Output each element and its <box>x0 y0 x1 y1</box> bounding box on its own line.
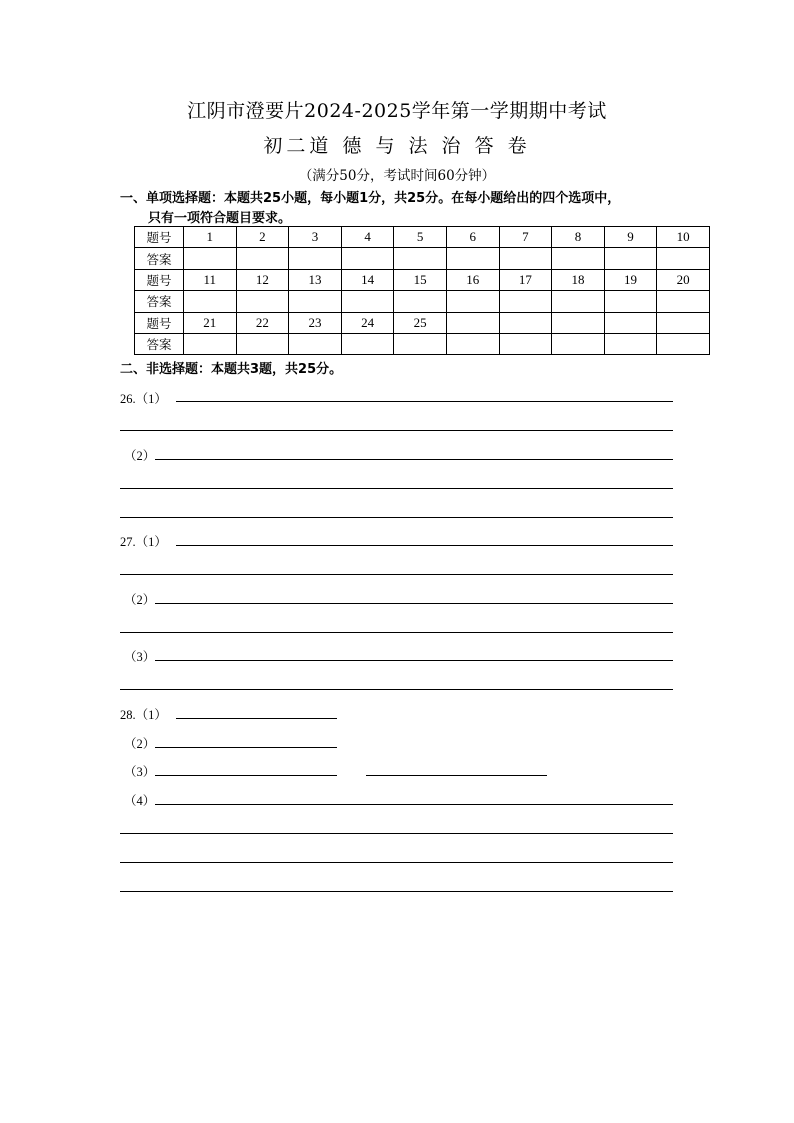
row-label-number: 题号 <box>135 269 184 290</box>
answer-line[interactable] <box>176 545 673 546</box>
answer-line[interactable] <box>120 862 673 863</box>
answer-cell[interactable] <box>236 333 289 354</box>
table-row <box>135 227 710 248</box>
answer-cell[interactable] <box>657 291 710 312</box>
answer-cell[interactable] <box>184 291 237 312</box>
empty-cell <box>446 312 499 333</box>
answer-cell[interactable] <box>446 291 499 312</box>
answer-line[interactable] <box>155 459 673 460</box>
score-info: （满分50分，考试时间60分钟） <box>298 168 496 184</box>
question-number: 21 <box>184 312 237 333</box>
answer-cell[interactable] <box>341 291 394 312</box>
question-number: 16 <box>446 269 499 290</box>
exam-title: 江阴市澄要片2024-2025学年第一学期期中考试 <box>187 100 607 122</box>
answer-line[interactable] <box>155 747 337 748</box>
question-number: 9 <box>604 227 657 248</box>
question-number: 14 <box>341 269 394 290</box>
question-number: 10 <box>657 227 710 248</box>
section1-heading-cont: 只有一项符合题目要求。 <box>148 211 292 226</box>
empty-cell <box>657 333 710 354</box>
empty-cell <box>657 312 710 333</box>
answer-cell[interactable] <box>394 333 447 354</box>
answer-table <box>134 226 710 355</box>
answer-line[interactable] <box>120 574 673 575</box>
empty-cell <box>499 333 552 354</box>
question-number: 17 <box>499 269 552 290</box>
answer-cell[interactable] <box>289 291 342 312</box>
empty-cell <box>552 312 605 333</box>
answer-line[interactable] <box>120 689 673 690</box>
q27-part3-label: （3） <box>124 650 156 664</box>
q28-part2-label: （2） <box>124 737 156 751</box>
q26-part1-label: 26.（1） <box>120 392 167 406</box>
answer-line[interactable] <box>176 718 337 719</box>
question-number: 3 <box>289 227 342 248</box>
answer-cell[interactable] <box>657 248 710 269</box>
answer-line[interactable] <box>120 517 673 518</box>
answer-cell[interactable] <box>184 248 237 269</box>
empty-cell <box>499 312 552 333</box>
row-label-number: 题号 <box>135 227 184 248</box>
q28-part1-label: 28.（1） <box>120 708 167 722</box>
answer-cell[interactable] <box>289 248 342 269</box>
answer-cell[interactable] <box>236 248 289 269</box>
answer-cell[interactable] <box>341 333 394 354</box>
answer-line[interactable] <box>120 632 673 633</box>
question-number: 19 <box>604 269 657 290</box>
question-number: 22 <box>236 312 289 333</box>
q26-part2-label: （2） <box>124 449 156 463</box>
q28-part3-label: （3） <box>124 765 156 779</box>
question-number: 2 <box>236 227 289 248</box>
answer-cell[interactable] <box>552 291 605 312</box>
question-number: 7 <box>499 227 552 248</box>
question-number: 11 <box>184 269 237 290</box>
question-number: 25 <box>394 312 447 333</box>
row-label-answer: 答案 <box>135 333 184 354</box>
answer-line[interactable] <box>120 488 673 489</box>
answer-line[interactable] <box>155 603 673 604</box>
row-label-number: 题号 <box>135 312 184 333</box>
answer-line[interactable] <box>155 804 673 805</box>
q28-part4-label: （4） <box>124 794 156 808</box>
answer-cell[interactable] <box>394 291 447 312</box>
question-number: 23 <box>289 312 342 333</box>
answer-line[interactable] <box>155 775 337 776</box>
row-label-answer: 答案 <box>135 291 184 312</box>
answer-cell[interactable] <box>604 248 657 269</box>
answer-line[interactable] <box>176 401 673 402</box>
answer-cell[interactable] <box>289 333 342 354</box>
question-number: 4 <box>341 227 394 248</box>
answer-line[interactable] <box>155 660 673 661</box>
question-number: 18 <box>552 269 605 290</box>
answer-cell[interactable] <box>236 291 289 312</box>
exam-subtitle: 初二道 德 与 法 治 答 卷 <box>263 135 531 157</box>
answer-line[interactable] <box>120 833 673 834</box>
question-number: 13 <box>289 269 342 290</box>
section2-heading: 二、非选择题：本题共3题，共25分。 <box>120 362 343 377</box>
answer-cell[interactable] <box>446 248 499 269</box>
table-row <box>135 269 710 290</box>
answer-cell[interactable] <box>552 248 605 269</box>
q27-part2-label: （2） <box>124 593 156 607</box>
empty-cell <box>446 333 499 354</box>
answer-cell[interactable] <box>184 333 237 354</box>
answer-cell[interactable] <box>394 248 447 269</box>
answer-line[interactable] <box>366 775 547 776</box>
q27-part1-label: 27.（1） <box>120 535 167 549</box>
empty-cell <box>604 312 657 333</box>
question-number: 12 <box>236 269 289 290</box>
question-number: 20 <box>657 269 710 290</box>
answer-line[interactable] <box>120 891 673 892</box>
answer-cell[interactable] <box>499 291 552 312</box>
question-number: 24 <box>341 312 394 333</box>
answer-cell[interactable] <box>341 248 394 269</box>
question-number: 6 <box>446 227 499 248</box>
table-row <box>135 333 710 354</box>
table-row <box>135 291 710 312</box>
question-number: 8 <box>552 227 605 248</box>
question-number: 15 <box>394 269 447 290</box>
empty-cell <box>552 333 605 354</box>
answer-cell[interactable] <box>499 248 552 269</box>
row-label-answer: 答案 <box>135 248 184 269</box>
table-row <box>135 248 710 269</box>
answer-line[interactable] <box>120 430 673 431</box>
table-row <box>135 312 710 333</box>
empty-cell <box>604 333 657 354</box>
answer-cell[interactable] <box>604 291 657 312</box>
section1-heading: 一、单项选择题：本题共25小题，每小题1分，共25分。在每小题给出的四个选项中， <box>120 191 621 206</box>
question-number: 5 <box>394 227 447 248</box>
question-number: 1 <box>184 227 237 248</box>
